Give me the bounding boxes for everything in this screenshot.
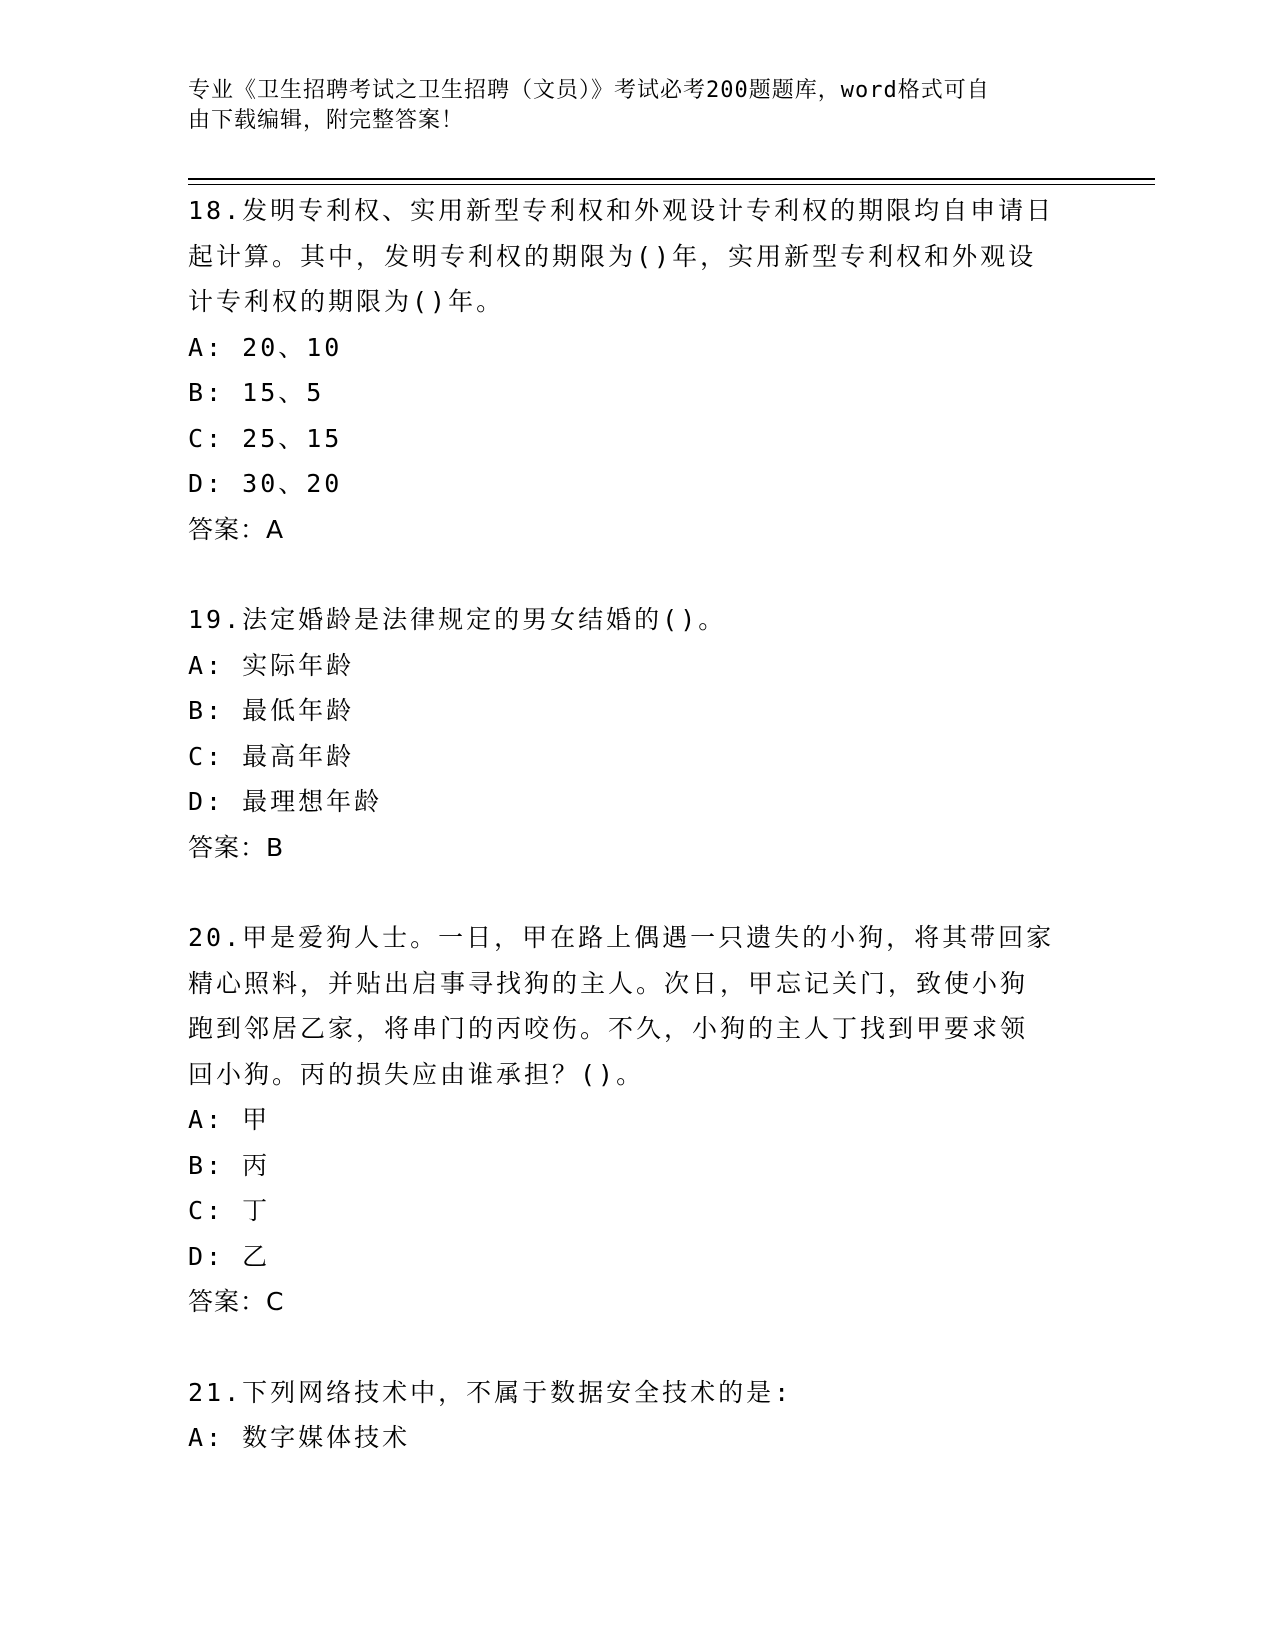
question-stem-line: 20.甲是爱狗人士。一日，甲在路上偶遇一只遗失的小狗，将其带回家 [188,923,1055,952]
question-stem-line: 跑到邻居乙家，将串门的丙咬伤。不久，小狗的主人丁找到甲要求领 [188,1014,1029,1043]
question-list [188,188,1088,1461]
answer-line: 答案：B [188,832,285,862]
question-stem-line: 回小狗。丙的损失应由谁承担？()。 [188,1059,645,1089]
option-a: A: 数字媒体技术 [188,1423,411,1452]
option-b: B: 最低年龄 [188,696,355,725]
answer-line: 答案：C [188,1287,285,1316]
question-stem-line: 计专利权的期限为()年。 [188,287,505,316]
option-c: C: 25、15 [188,423,343,453]
question-spacer [188,870,1088,915]
question-spacer [188,1325,1088,1370]
option-a: A: 实际年龄 [188,650,355,680]
answer-line: 答案：A [188,514,285,544]
header-divider-thin [188,184,1155,185]
question-stem [188,188,1088,325]
question-18 [188,188,1088,552]
document-header [188,76,1068,136]
question-20 [188,915,1088,1325]
question-stem-line: 精心照料，并贴出启事寻找狗的主人。次日，甲忘记关门，致使小狗 [188,968,1029,998]
option-b: B: 丙 [188,1150,271,1180]
header-line-1: 专业《卫生招聘考试之卫生招聘（文员）》考试必考200题题库，word格式可自 [188,78,990,103]
question-stem [188,915,1088,1097]
question-19 [188,597,1088,870]
question-stem-line: 起计算。其中，发明专利权的期限为()年，实用新型专利权和外观设 [188,241,1037,271]
question-21 [188,1370,1088,1461]
question-stem [188,597,1088,643]
question-stem [188,1370,1088,1416]
option-a: A: 甲 [188,1105,271,1134]
option-c: C: 最高年龄 [188,741,355,771]
option-d: D: 乙 [188,1241,271,1271]
question-spacer [188,552,1088,597]
header-divider-thick [188,178,1155,180]
option-b: B: 15、5 [188,378,325,407]
option-c: C: 丁 [188,1196,271,1225]
question-stem-line: 18.发明专利权、实用新型专利权和外观设计专利权的期限均自申请日 [188,196,1055,225]
option-d: D: 30、20 [188,469,343,498]
question-stem-line: 21.下列网络技术中，不属于数据安全技术的是: [188,1377,793,1407]
question-stem-line: 19.法定婚龄是法律规定的男女结婚的()。 [188,605,727,634]
option-d: D: 最理想年龄 [188,787,383,816]
option-a: A: 20、10 [188,332,343,362]
header-line-2: 由下载编辑，附完整答案！ [188,108,465,133]
